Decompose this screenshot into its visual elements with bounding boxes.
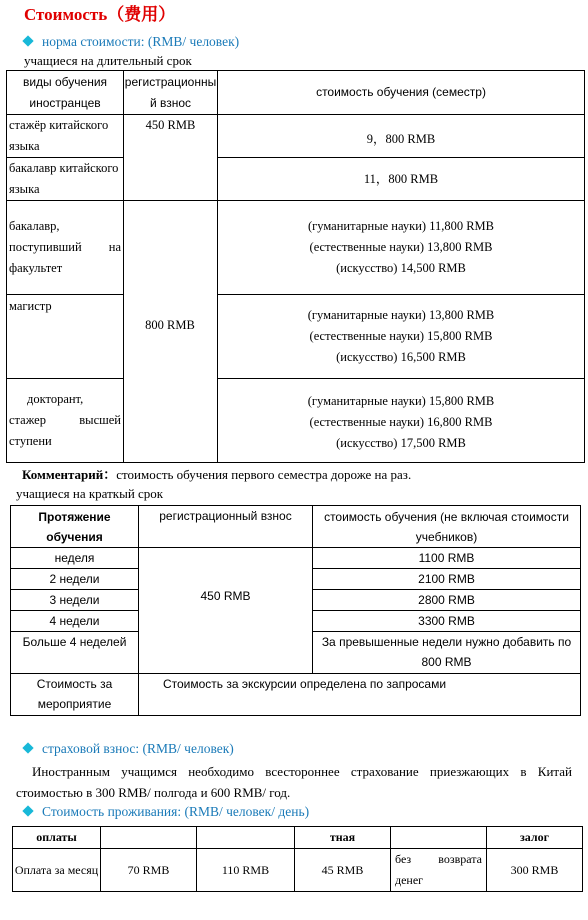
housing-cell: 70 RMB xyxy=(101,849,197,892)
page-title: Стоимость（费用） xyxy=(24,5,176,24)
housing-cell: Оплата за месяц xyxy=(13,849,101,892)
housing-cell: без возврата денег xyxy=(391,849,487,892)
header-fee: регистрационный взнос xyxy=(124,71,218,115)
housing-cell: 45 RMB xyxy=(295,849,391,892)
insurance-text: Иностранным учащимся необходимо всестороннее страхование приезжающих в Китай стоимостью в 300 RMB/ полгода и 600 RMB/ год. xyxy=(16,764,572,800)
master-fee: 800 RMB xyxy=(145,318,195,332)
cost-cell: 2100 RMB xyxy=(313,569,581,590)
housing-cell: 110 RMB xyxy=(197,849,295,892)
housing-header: залог xyxy=(487,827,583,849)
short-term-label: учащиеся на краткый срок xyxy=(16,486,164,501)
row-fee: 450 RMB xyxy=(124,115,218,201)
row-type: стажёр китайского языка xyxy=(7,115,124,158)
duration-cell: 3 недели xyxy=(11,590,139,611)
long-term-table xyxy=(6,70,585,463)
row-type-text: бакалавр, поступивший на факультет xyxy=(9,219,121,275)
excursion-text: Стоимость за экскурсии определена по запросами xyxy=(139,674,581,716)
cost-line: (искусство) 14,500 RMB xyxy=(336,261,466,275)
row-type: магистр xyxy=(7,295,124,379)
duration-cell: неделя xyxy=(11,548,139,569)
header-cost: стоимость обучения (семестр) xyxy=(218,71,585,115)
cost-line: (естественные науки) 13,800 RMB xyxy=(309,240,493,254)
diamond-bullet-icon xyxy=(22,35,33,46)
housing-cell: 300 RMB xyxy=(487,849,583,892)
row-type xyxy=(7,379,124,463)
header-fee: регистрационный взнос xyxy=(139,506,313,548)
row-cost: 11，800 RMB xyxy=(218,158,585,201)
cost-line: (гуманитарные науки) 11,800 RMB xyxy=(307,219,495,233)
row-cost xyxy=(218,201,585,295)
duration-cell: 4 недели xyxy=(11,611,139,632)
header-duration: Протяжение обучения xyxy=(11,506,139,548)
row-type xyxy=(7,201,124,295)
short-fee: 450 RMB xyxy=(139,548,313,674)
duration-cell: Больше 4 неделей xyxy=(11,632,139,674)
cost-cell: 1100 RMB xyxy=(313,548,581,569)
housing-heading-text: Стоимость проживания: (RMB/ человек/ день) xyxy=(42,804,310,819)
header-cost: стоимость обучения (не включая стоимости учебников) xyxy=(313,506,581,548)
housing-heading xyxy=(24,804,309,820)
insurance-heading xyxy=(24,741,234,757)
housing-header: оплаты xyxy=(13,827,101,849)
housing-header xyxy=(197,827,295,849)
housing-header: тная xyxy=(295,827,391,849)
row-cost: 9，800 RMB xyxy=(218,115,585,158)
diamond-bullet-icon xyxy=(22,805,33,816)
comment-label: Комментарий： xyxy=(22,467,117,482)
row-cost xyxy=(218,295,585,379)
cost-cell: За превышенные недели нужно добавить по 800 RMB xyxy=(313,632,581,674)
excursion-label: Стоимость за мероприятие xyxy=(11,674,139,716)
cost-line: (естественные науки) 16,800 RMB xyxy=(309,415,493,429)
housing-header xyxy=(391,827,487,849)
insurance-heading-text: страховой взнос: (RMB/ человек) xyxy=(42,741,234,756)
long-term-label: учащиеся на длительный срок xyxy=(24,53,192,68)
row-cost xyxy=(218,379,585,463)
tuition-heading-text: норма стоимости: (RMB/ человек) xyxy=(42,34,240,49)
cost-line: (естественные науки) 15,800 RMB xyxy=(309,329,493,343)
cost-cell: 3300 RMB xyxy=(313,611,581,632)
duration-cell: 2 недели xyxy=(11,569,139,590)
row-type: бакалавр китайского языка xyxy=(7,158,124,201)
cost-line: (гуманитарные науки) 15,800 RMB xyxy=(307,394,495,408)
comment xyxy=(22,464,411,483)
cost-line: (искусство) 17,500 RMB xyxy=(336,436,466,450)
diamond-bullet-icon xyxy=(22,742,33,753)
header-type: виды обучения иностранцев xyxy=(7,71,124,115)
tuition-heading xyxy=(24,34,239,50)
housing-table xyxy=(12,826,583,892)
row-type-text: докторант, стажер высшей ступени xyxy=(9,392,121,448)
housing-header xyxy=(101,827,197,849)
comment-text: стоимость обучения первого семестра дороже на раз. xyxy=(116,467,412,482)
cost-cell: 2800 RMB xyxy=(313,590,581,611)
cost-line: (гуманитарные науки) 13,800 RMB xyxy=(307,308,495,322)
short-term-table xyxy=(10,505,581,716)
cost-line: (искусство) 16,500 RMB xyxy=(336,350,466,364)
